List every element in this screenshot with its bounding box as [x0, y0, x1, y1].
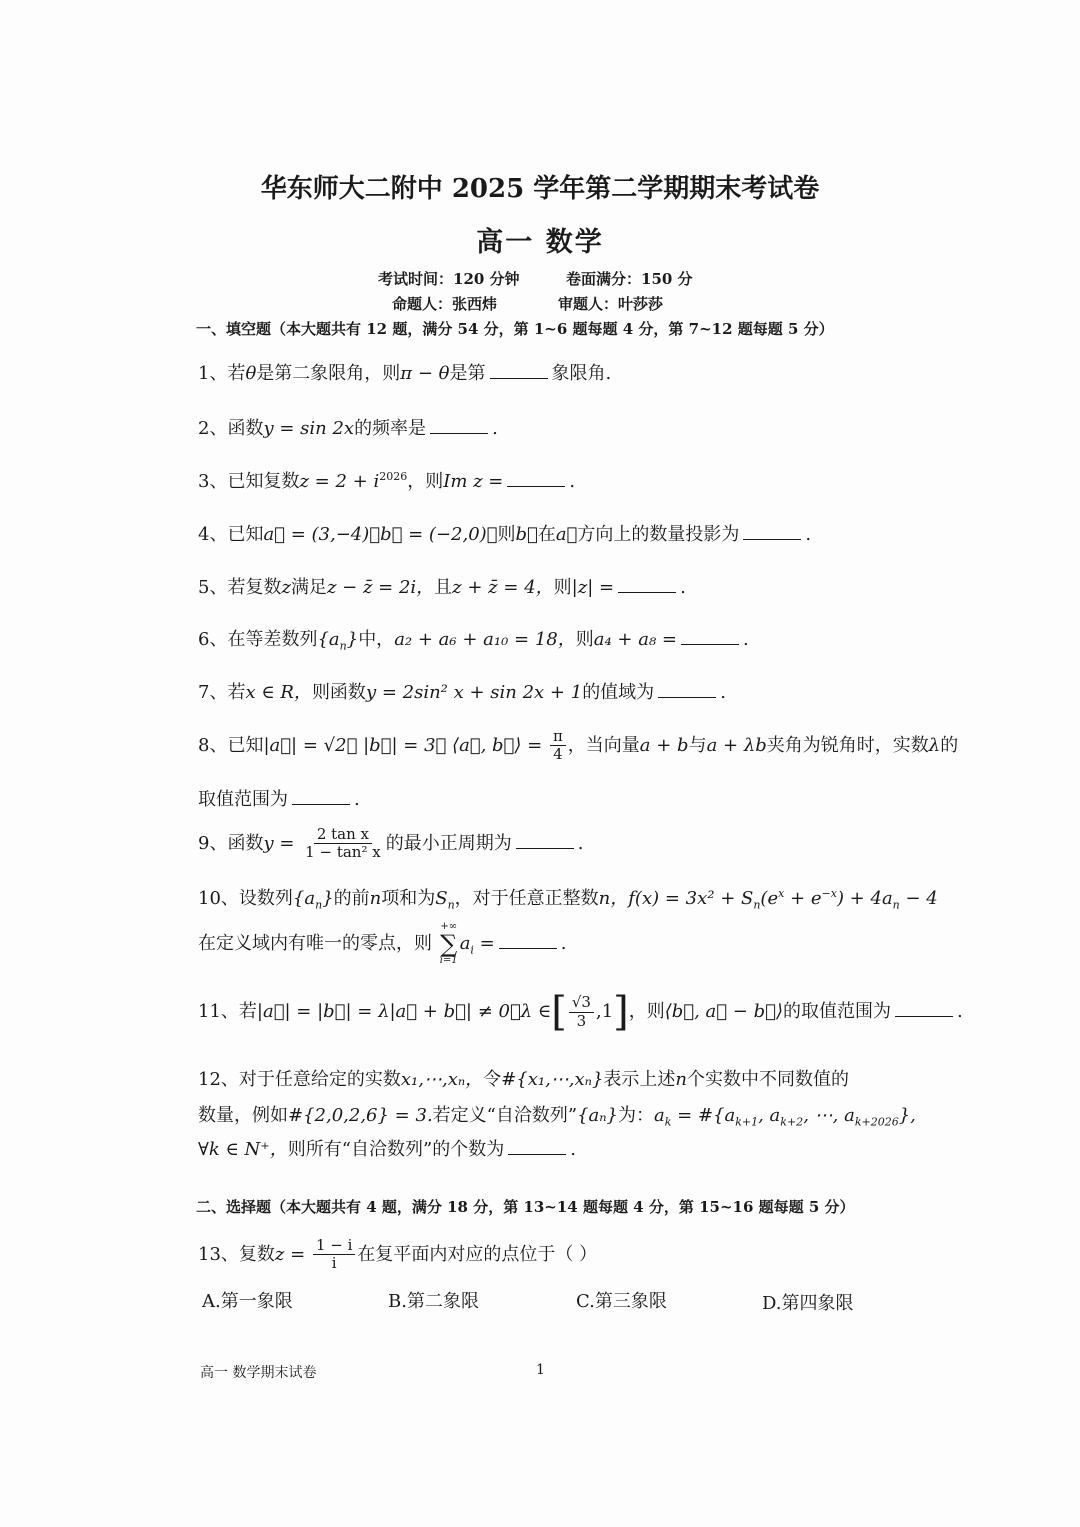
answer-blank: [292, 803, 350, 805]
fraction: $\frac{1 - i}{i}$: [313, 1237, 355, 1273]
exam-time: 考试时间：120 分钟: [378, 270, 520, 288]
page-number: 1: [536, 1362, 545, 1378]
question-8: 8、已知|a⃗| = √2， |b⃗| = 3， ⟨a⃗, b⃗⟩ = $\frac{\pi}{4}$ ，当向量a + b与a + λb夹角为锐角时，实数λ的: [198, 727, 959, 764]
question-10-line2: 在定义域内有唯一的零点，则 +∞ ∑ i=1 $a_i$ = .: [198, 921, 567, 966]
answer-blank: [490, 377, 548, 379]
answer-blank: [499, 947, 557, 949]
answer-blank: [681, 643, 739, 645]
question-11: 11、若|a⃗| = |b⃗| = λ|a⃗ + b⃗| ≠ 0，λ ∈[ $\frac{√3}{3}$ ,1]，则⟨b⃗, a⃗ − b⃗⟩的取值范围为 .: [198, 989, 963, 1035]
answer-blank: [658, 696, 716, 698]
question-13: 13、复数z = $\frac{1 - i}{i}$ 在复平面内对应的点位于（ ）: [198, 1236, 598, 1273]
option-d: D.第四象限: [762, 1293, 854, 1314]
section2-heading: 二、选择题（本大题共有 4 题，满分 18 分，第 13~14 题每题 4 分，第 15~16 题每题 5 分）: [196, 1198, 855, 1216]
question-author: 命题人：张西炜: [392, 295, 498, 313]
question-6: 6、在等差数列$\{a_n\}$中，a₂ + a₆ + a₁₀ = 18，则a₄ + a₈ = .: [198, 629, 749, 653]
full-score: 卷面满分：150 分: [566, 270, 693, 288]
summation: +∞ ∑ i=1: [439, 921, 458, 966]
sigma-symbol: ∑: [440, 930, 458, 958]
option-b: B.第二象限: [388, 1291, 479, 1312]
exam-subtitle: 高一 数学: [476, 227, 604, 258]
answer-blank: [895, 1015, 953, 1017]
footer-title: 高一 数学期末试卷: [200, 1365, 317, 1381]
question-9: 9、函数y = $\frac{\text{2 tan x}}{\text{1 − tan² x}}$ 的最小正周期为 .: [198, 825, 584, 862]
option-c: C.第三象限: [576, 1291, 667, 1312]
answer-blank: [507, 485, 565, 487]
fraction: $\frac{\pi}{4}$: [550, 728, 566, 764]
exam-title: 华东师大二附中 2025 学年第二学期期末考试卷: [260, 174, 820, 204]
answer-blank: [508, 1153, 566, 1155]
answer-blank: [516, 847, 574, 849]
answer-blank: [430, 432, 488, 434]
question-reviewer: 审题人：叶莎莎: [558, 295, 664, 313]
question-4: 4、已知a⃗ = (3,−4)，b⃗ = (−2,0)，则b⃗在a⃗方向上的数量投影为 .: [198, 524, 812, 545]
fraction: $\frac{\text{2 tan x}}{\text{1 − tan² x}}$: [305, 825, 381, 862]
answer-blank: [743, 538, 801, 540]
question-7: 7、若x ∈ R，则函数y = 2sin² x + sin 2x + 1的值域为 .: [198, 682, 726, 703]
section1-heading: 一、填空题（本大题共有 12 题，满分 54 分，第 1~6 题每题 4 分，第 7~12 题每题 5 分）: [196, 320, 834, 338]
question-12: 12、对于任意给定的实数x₁,⋯,xₙ，令#{x₁,⋯,xₙ}表示上述n个实数中不同数值的: [198, 1069, 850, 1090]
question-8-line2: 取值范围为 .: [198, 789, 360, 810]
question-12-line2: 数量，例如#{2,0,2,6} = 3.若定义“自洽数列”{aₙ}为：$a_k$ = $\#\{a_{k+1}$, $a_{k+2}$, ⋯, $a_{k+2026}$},: [198, 1105, 916, 1129]
question-3: 3、已知复数$z = 2 + i^{2026}$，则Im z = .: [198, 470, 576, 492]
question-10: 10、设数列$\{a_n\}$的前n项和为$S_n$，对于任意正整数n，$f(x) = 3x^2 + S_n(e^x + e^{-x}) + 4a_n - 4$: [198, 887, 938, 912]
fraction: $\frac{√3}{3}$: [569, 994, 594, 1030]
question-1: 1、若θ是第二象限角，则π − θ是第 象限角.: [198, 363, 612, 384]
question-2: 2、函数y = sin 2x的频率是 .: [198, 418, 498, 439]
question-5: 5、若复数z满足z − z̄ = 2i，且z + z̄ = 4，则|z| = .: [198, 577, 686, 598]
answer-blank: [618, 591, 676, 593]
option-a: A.第一象限: [202, 1291, 293, 1312]
question-12-line3: ∀k ∈ N⁺，则所有“自洽数列”的个数为 .: [198, 1139, 576, 1160]
